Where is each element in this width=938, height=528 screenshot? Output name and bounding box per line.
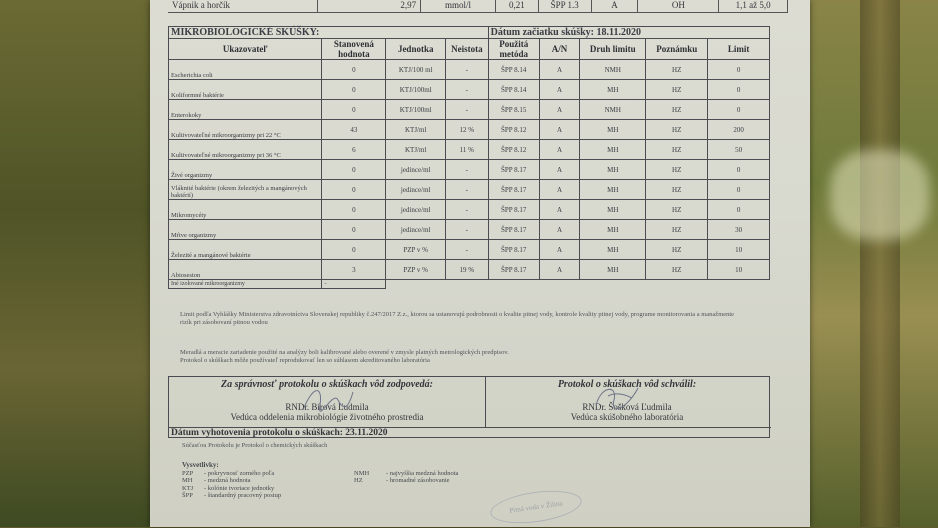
- background-right: [800, 0, 938, 527]
- cell-an: A: [539, 100, 579, 120]
- cell-an: A: [539, 260, 579, 280]
- cell-value: 0: [322, 60, 386, 80]
- cell-name: Koliformné baktérie: [169, 80, 322, 100]
- cell-type: MH: [580, 220, 646, 240]
- cell-type: MH: [580, 120, 646, 140]
- cell-name: Abioseston: [169, 260, 322, 280]
- table-row: [169, 140, 770, 160]
- cell-method: ŠPP 8.14: [488, 80, 539, 100]
- top-row-uncertainty: 0,21: [496, 0, 539, 12]
- cell-method: ŠPP 8.12: [488, 120, 539, 140]
- cell-type: MH: [580, 80, 646, 100]
- sig-left-heading: Za správnosť protokolu o skúškach vôd zodpovedá:: [221, 379, 433, 390]
- legend-k2: NMH: [354, 469, 370, 477]
- start-date: Dátum začiatku skúšky: 18.11.2020: [488, 27, 769, 39]
- legend-v2: - hromadné zásobovanie: [386, 477, 450, 484]
- table-row: [169, 180, 770, 200]
- table-row: [169, 100, 770, 120]
- table-row: [169, 200, 770, 220]
- background-left: [0, 0, 175, 527]
- cell-name: Vláknité baktérie (okrem železitých a mangánových baktérií): [169, 180, 322, 200]
- column-header: Druh limitu: [580, 39, 646, 60]
- cell-unc: 19 %: [446, 260, 489, 280]
- cell-unit: jedince/ml: [386, 160, 446, 180]
- legend-v2: - najvyššia medzná hodnota: [386, 469, 459, 477]
- calibration-note: Meradlá a meracie zariadenie použité na analýzy boli kalibrované alebo overené v zmysle platných metrologických predpisov.: [180, 349, 509, 356]
- cell-an: A: [539, 200, 579, 220]
- cell-name: Mŕtve organizmy: [169, 220, 322, 240]
- cell-unc: -: [446, 60, 489, 80]
- legend-k: PZP: [182, 469, 194, 477]
- table-row: [169, 60, 770, 80]
- cell-type: MH: [580, 260, 646, 280]
- legend-v: - štandardný pracovný postup: [204, 492, 282, 499]
- legend-title: Vysvetlivky:: [182, 461, 219, 469]
- cell-unit: PZP v %: [386, 240, 446, 260]
- cell-unit: PZP v %: [386, 260, 446, 280]
- column-header: Jednotka: [386, 39, 446, 60]
- cell-limit: 0: [708, 60, 770, 80]
- cell-note: HZ: [646, 60, 708, 80]
- cell-name: Živé organizmy: [169, 160, 322, 180]
- top-row-limit: 1,1 až 5,0: [719, 0, 788, 12]
- cell-limit: 30: [708, 220, 770, 240]
- cell-unit: jedince/ml: [386, 200, 446, 220]
- issue-date: Dátum vyhotovenia protokolu o skúškach: 23.11.2020: [169, 427, 771, 439]
- limit-note: Limit podľa Vyhlášky Ministerstva zdravotníctva Slovenskej republiky č.247/2017 Z.z., ktorou sa ustanovujú podrobnosti o kvalite pitnej vody, kontrole kvality pitnej vody, programe monitorovania a manažmente rizík pri zásobovaní pitnou vodou: [180, 311, 735, 326]
- top-row-an: A: [592, 0, 639, 12]
- legend-v2: [386, 492, 506, 500]
- top-row-unit: mmol/l: [421, 0, 496, 12]
- reproduction-note: Protokol o skúškach môže používateľ reprodukovať len so súhlasom akreditovaného laboratória: [180, 357, 430, 364]
- cell-unc: -: [446, 100, 489, 120]
- cell-value: 0: [322, 200, 386, 220]
- cut-top-row: [168, 0, 788, 13]
- other-organisms-label: Iné izolované mikroorganizmy: [169, 280, 322, 289]
- top-row-value: 2,97: [318, 0, 421, 12]
- table-header: [169, 39, 770, 60]
- column-header: Stanovená hodnota: [322, 39, 386, 60]
- cell-type: MH: [580, 200, 646, 220]
- cell-type: MH: [580, 140, 646, 160]
- legend-k2: [354, 485, 386, 493]
- table-row: [169, 220, 770, 240]
- cell-name: Mikromycéty: [169, 200, 322, 220]
- cell-an: A: [539, 160, 579, 180]
- stamp: Pitná voda v Žilina: [488, 486, 583, 528]
- column-header: Použitá metóda: [488, 39, 539, 60]
- cell-value: 43: [322, 120, 386, 140]
- cell-method: ŠPP 8.17: [488, 240, 539, 260]
- sig-right-heading: Protokol o skúškach vôd schválil:: [557, 379, 697, 390]
- table-row: [169, 160, 770, 180]
- cell-method: ŠPP 8.17: [488, 160, 539, 180]
- legend-v: - medzná hodnota: [204, 477, 251, 484]
- other-organisms-value: -: [322, 280, 386, 289]
- legend-v: - pokryvnosť zorného poľa: [204, 469, 275, 477]
- legend-v2: [386, 485, 506, 493]
- cell-unit: jedince/ml: [386, 220, 446, 240]
- cell-name: Kultivovateľné mikroorganizmy pri 22 °C: [169, 120, 322, 140]
- cell-note: HZ: [646, 120, 708, 140]
- cell-unit: KTJ/100ml: [386, 100, 446, 120]
- cell-name: Escherichia coli: [169, 60, 322, 80]
- column-header: A/N: [539, 39, 579, 60]
- table-row: [169, 240, 770, 260]
- cell-limit: 200: [708, 120, 770, 140]
- top-row-limit-type: OH: [638, 0, 719, 12]
- cell-unit: KTJ/100 ml: [386, 60, 446, 80]
- cell-value: 0: [322, 180, 386, 200]
- cell-value: 0: [322, 100, 386, 120]
- column-header: Neistota: [446, 39, 489, 60]
- sig-right-function: Vedúca skúšobného laboratória: [570, 412, 684, 422]
- cell-note: HZ: [646, 240, 708, 260]
- cell-limit: 0: [708, 160, 770, 180]
- cell-note: HZ: [646, 100, 708, 120]
- cell-unc: -: [446, 200, 489, 220]
- cell-an: A: [539, 180, 579, 200]
- cell-type: NMH: [580, 100, 646, 120]
- cell-name: Železité a mangánové baktérie: [169, 240, 322, 260]
- top-row-name: Vápnik a horčík: [168, 0, 318, 12]
- cell-unc: -: [446, 160, 489, 180]
- signature-block: [168, 376, 770, 438]
- cell-note: HZ: [646, 260, 708, 280]
- protocol-sheet: [150, 0, 810, 527]
- cell-limit: 0: [708, 180, 770, 200]
- cell-type: MH: [580, 160, 646, 180]
- signature-scribble-right: [588, 378, 648, 418]
- cell-limit: 50: [708, 140, 770, 160]
- cell-limit: 0: [708, 200, 770, 220]
- cell-unit: jedince/ml: [386, 180, 446, 200]
- sig-left-name: RNDr. Bírová Ľudmila: [285, 402, 369, 412]
- cell-unc: -: [446, 240, 489, 260]
- cell-note: HZ: [646, 160, 708, 180]
- cell-limit: 0: [708, 100, 770, 120]
- cell-note: HZ: [646, 220, 708, 240]
- cell-method: ŠPP 8.17: [488, 260, 539, 280]
- cell-unit: KTJ/100ml: [386, 80, 446, 100]
- cell-method: ŠPP 8.17: [488, 200, 539, 220]
- table-row: [169, 120, 770, 140]
- cell-value: 0: [322, 160, 386, 180]
- cell-an: A: [539, 140, 579, 160]
- cell-an: A: [539, 80, 579, 100]
- cell-unc: -: [446, 180, 489, 200]
- column-header: Ukazovateľ: [169, 39, 322, 60]
- cell-value: 6: [322, 140, 386, 160]
- cell-note: HZ: [646, 200, 708, 220]
- table-row: [169, 260, 770, 280]
- cell-type: MH: [580, 240, 646, 260]
- cell-an: A: [539, 60, 579, 80]
- cell-unc: -: [446, 220, 489, 240]
- cell-note: HZ: [646, 140, 708, 160]
- cell-limit: 0: [708, 80, 770, 100]
- cell-value: 3: [322, 260, 386, 280]
- cell-method: ŠPP 8.15: [488, 100, 539, 120]
- cell-limit: 10: [708, 260, 770, 280]
- cell-an: A: [539, 120, 579, 140]
- cell-an: A: [539, 220, 579, 240]
- legend: [182, 462, 506, 500]
- cell-name: Enterokoky: [169, 100, 322, 120]
- cell-type: NMH: [580, 60, 646, 80]
- cell-note: HZ: [646, 80, 708, 100]
- cell-method: ŠPP 8.12: [488, 140, 539, 160]
- top-row-method: ŠPP 1.3: [539, 0, 592, 12]
- cell-unc: -: [446, 80, 489, 100]
- signature-scribble-left: [298, 380, 358, 420]
- cell-unit: KTJ/ml: [386, 140, 446, 160]
- legend-k: KTJ: [182, 484, 194, 492]
- sig-left-function: Vedúca oddelenia mikrobiológie životného prostredia: [230, 412, 424, 422]
- cell-value: 0: [322, 240, 386, 260]
- table-row: [169, 80, 770, 100]
- attachment-note: Súčasťou Protokolu je Protokol o chemických skúškach: [182, 442, 328, 449]
- cell-value: 0: [322, 80, 386, 100]
- column-header: Poznámku: [646, 39, 708, 60]
- cell-unit: KTJ/ml: [386, 120, 446, 140]
- legend-k: ŠPP: [182, 492, 193, 499]
- legend-k2: [354, 492, 386, 500]
- cell-note: HZ: [646, 180, 708, 200]
- cell-method: ŠPP 8.17: [488, 180, 539, 200]
- sig-right-name: RNDr. Šošková Ľudmila: [582, 402, 672, 412]
- microbiology-table: [168, 26, 770, 289]
- section-title: MIKROBIOLOGICKÉ SKÚŠKY:: [169, 27, 489, 39]
- cell-method: ŠPP 8.14: [488, 60, 539, 80]
- cell-name: Kultivovateľné mikroorganizmy pri 36 °C: [169, 140, 322, 160]
- cell-an: A: [539, 240, 579, 260]
- cell-type: MH: [580, 180, 646, 200]
- cell-limit: 10: [708, 240, 770, 260]
- legend-v: - kolónie tvoriace jednotky: [204, 484, 275, 492]
- cell-value: 0: [322, 220, 386, 240]
- column-header: Limit: [708, 39, 770, 60]
- cell-unc: 12 %: [446, 120, 489, 140]
- legend-k: MH: [182, 477, 193, 484]
- cell-method: ŠPP 8.17: [488, 220, 539, 240]
- cell-unc: 11 %: [446, 140, 489, 160]
- legend-k2: HZ: [354, 477, 363, 484]
